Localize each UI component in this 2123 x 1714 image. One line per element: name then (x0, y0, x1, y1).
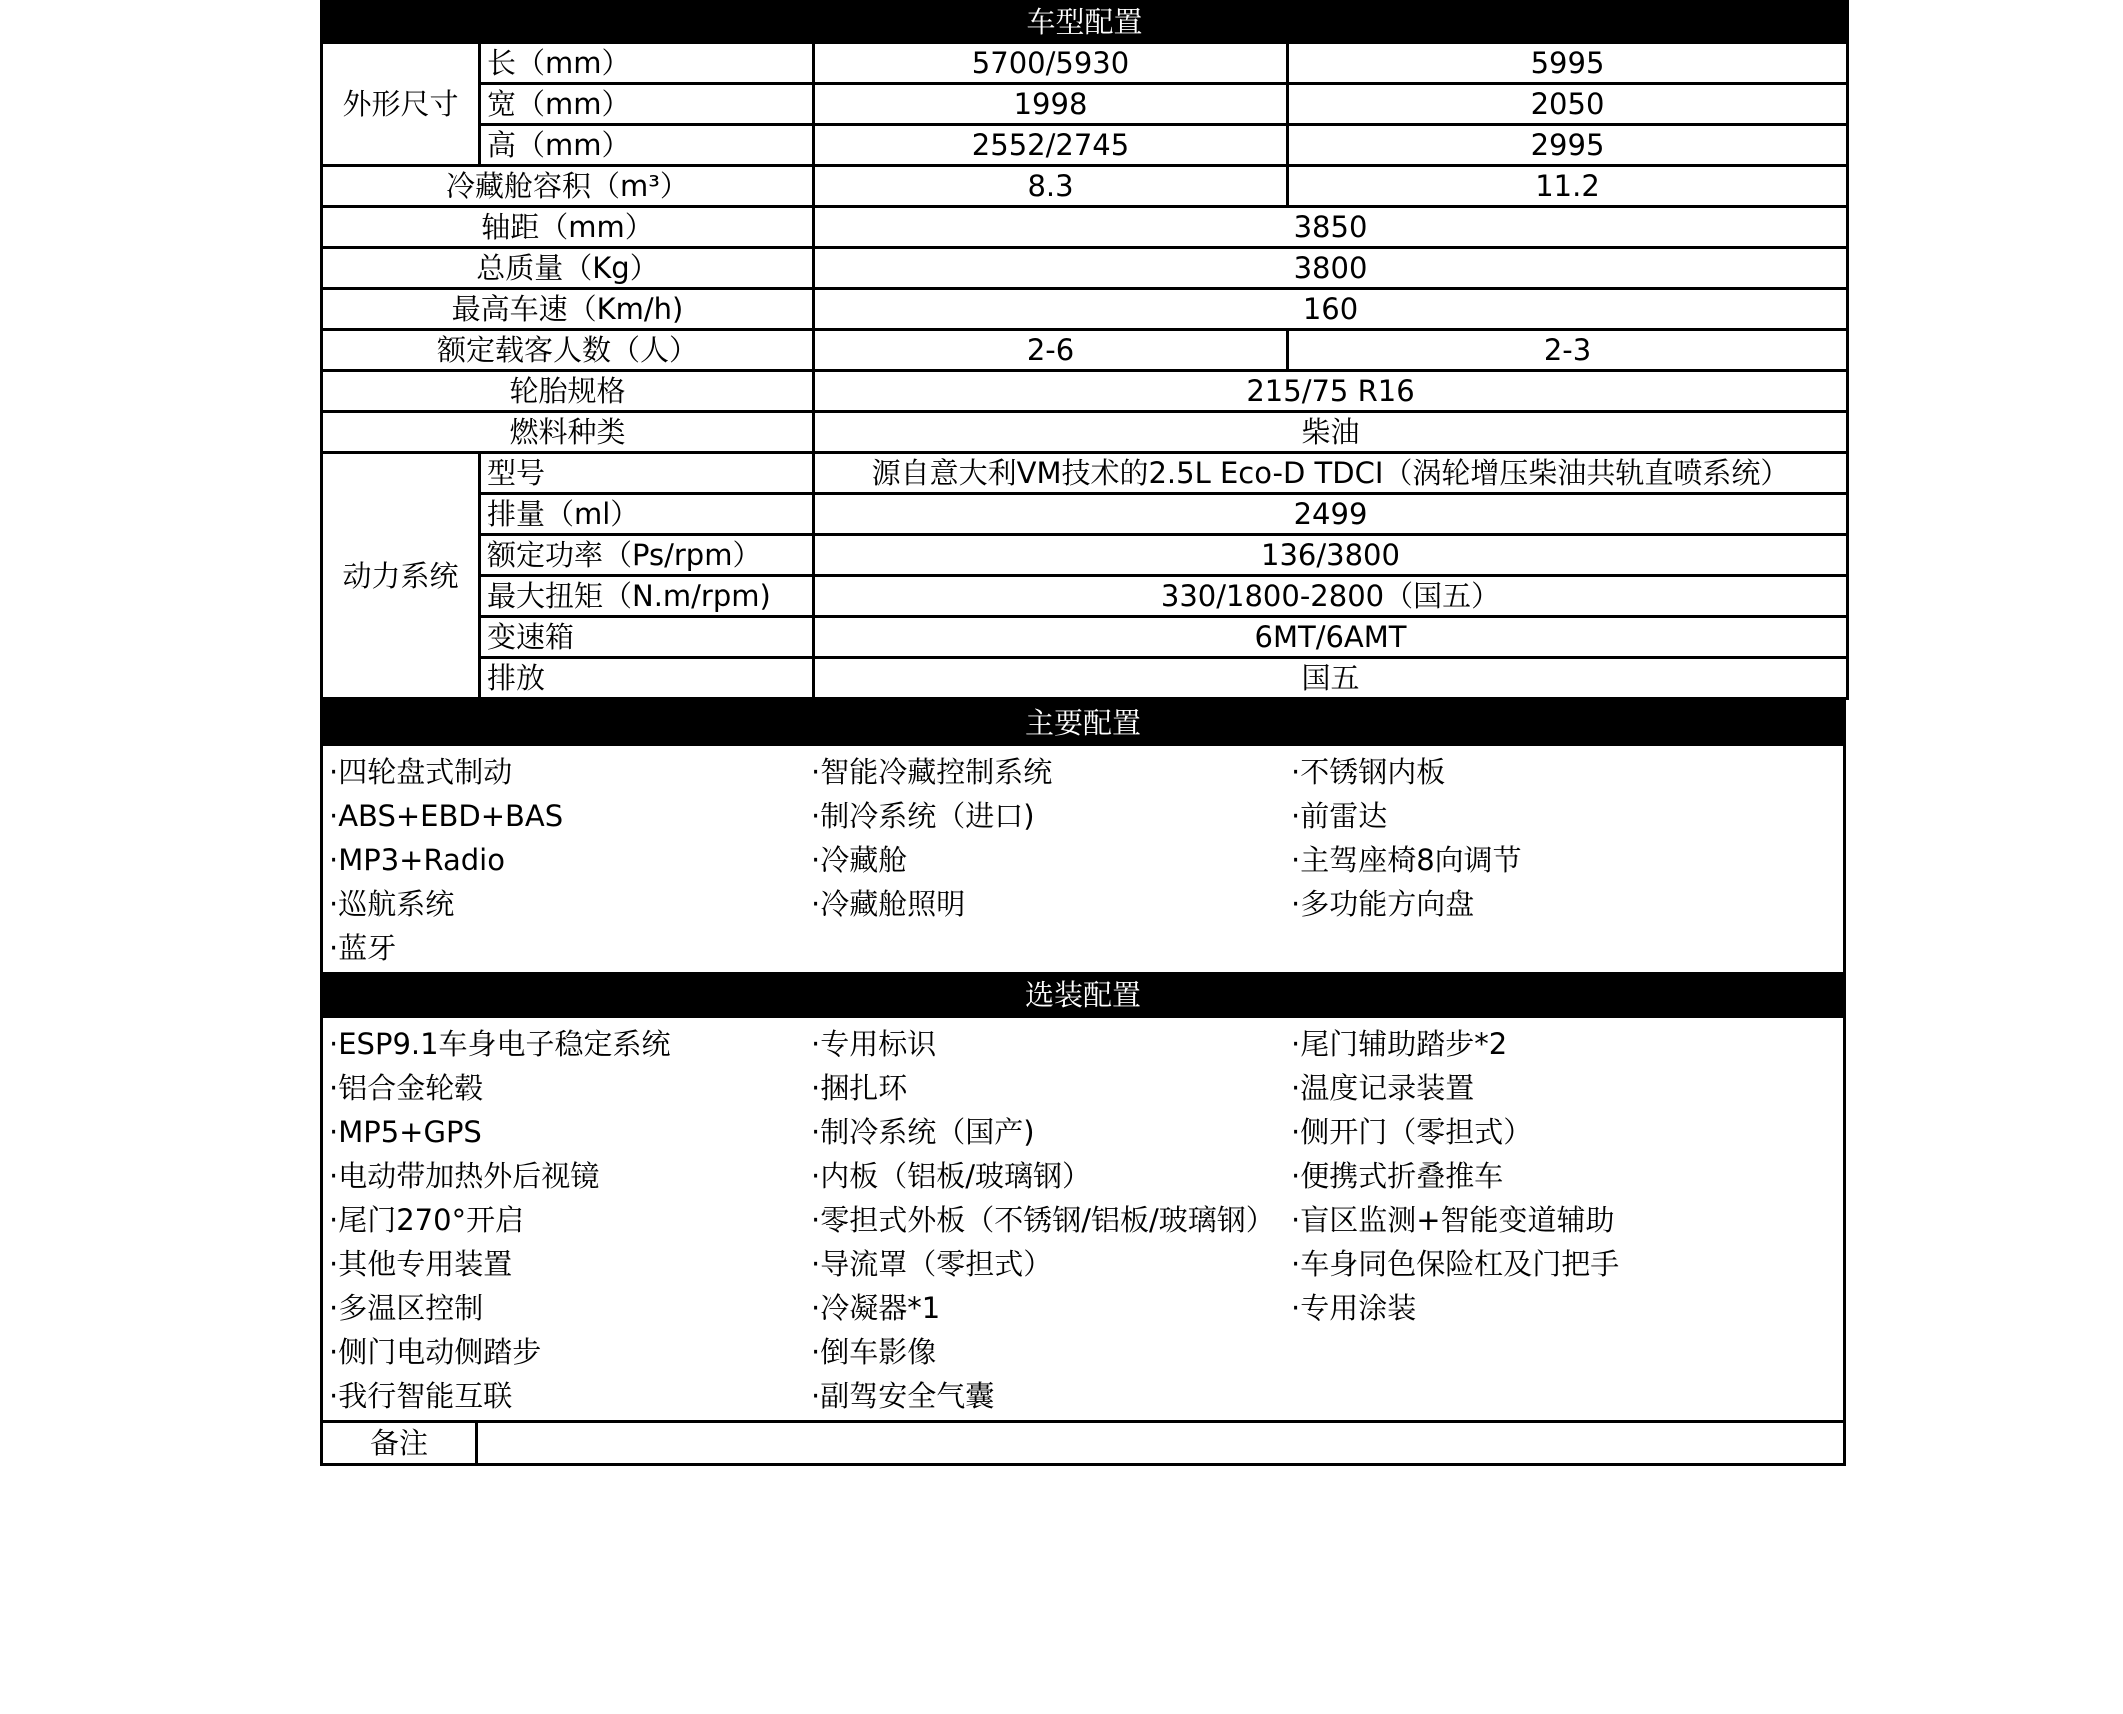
list-item: ·主驾座椅8向调节 (1291, 843, 1522, 877)
spec-label: 长（mm） (480, 43, 814, 84)
list-item: ·MP5+GPS (329, 1115, 482, 1149)
list-item: ·不锈钢内板 (1291, 755, 1446, 789)
spec-label: 轮胎规格 (322, 371, 814, 412)
list-item (1291, 926, 1843, 970)
dims-row-width (322, 84, 1848, 125)
spec-value: 330/1800-2800（国五） (814, 576, 1848, 617)
spec-label: 变速箱 (480, 617, 814, 658)
passengers-row (322, 330, 1848, 371)
spec-value: 2499 (814, 494, 1848, 535)
spec-value-a: 2552/2745 (814, 125, 1288, 166)
list-item: ·车身同色保险杠及门把手 (1291, 1247, 1620, 1281)
list-row (323, 1242, 1843, 1286)
power-row-emission (322, 658, 1848, 699)
power-group-label: 动力系统 (322, 453, 480, 699)
list-item: ·我行智能互联 (329, 1379, 513, 1413)
list-item: ·前雷达 (1291, 799, 1388, 833)
dims-row-length (322, 43, 1848, 84)
power-row-displacement (322, 494, 1848, 535)
spec-value-a: 2-6 (814, 330, 1288, 371)
spec-value: 国五 (814, 658, 1848, 699)
list-row (323, 1110, 1843, 1154)
tire-row (322, 371, 1848, 412)
list-item: ·侧门电动侧踏步 (329, 1335, 542, 1369)
top-speed-row (322, 289, 1848, 330)
list-item (1291, 1374, 1843, 1418)
list-item: ·副驾安全气囊 (811, 1379, 995, 1413)
spec-value-a: 1998 (814, 84, 1288, 125)
list-item: ·便携式折叠推车 (1291, 1159, 1504, 1193)
spec-label: 轴距（mm） (322, 207, 814, 248)
spec-value-b: 5995 (1288, 43, 1848, 84)
list-item: ·冷藏舱照明 (811, 887, 966, 921)
notes-label: 备注 (323, 1423, 478, 1463)
list-item: ·侧开门（零担式） (1291, 1115, 1533, 1149)
list-row (323, 1198, 1843, 1242)
list-item: ·MP3+Radio (329, 843, 505, 877)
spec-label: 高（mm） (480, 125, 814, 166)
list-item: ·零担式外板（不锈钢/铝板/玻璃钢） (811, 1203, 1275, 1237)
list-row (323, 750, 1843, 794)
list-item (1291, 1330, 1843, 1374)
spec-label: 型号 (480, 453, 814, 494)
spec-value: 215/75 R16 (814, 371, 1848, 412)
list-item: ·智能冷藏控制系统 (811, 755, 1053, 789)
spec-value: 源自意大利VM技术的2.5L Eco-D TDCI（涡轮增压柴油共轨直喷系统） (814, 453, 1848, 494)
list-row (323, 1374, 1843, 1418)
list-row (323, 1022, 1843, 1066)
power-row-torque (322, 576, 1848, 617)
wheelbase-row (322, 207, 1848, 248)
spec-label: 最大扭矩（N.m/rpm) (480, 576, 814, 617)
spec-label: 宽（mm） (480, 84, 814, 125)
list-item: ·制冷系统（进口) (811, 799, 1035, 833)
list-item: ·专用标识 (811, 1027, 937, 1061)
list-item: ·温度记录装置 (1291, 1071, 1475, 1105)
spec-value-a: 8.3 (814, 166, 1288, 207)
list-row (323, 1066, 1843, 1110)
spec-value-a: 5700/5930 (814, 43, 1288, 84)
power-row-rated-power (322, 535, 1848, 576)
section-title-model-config: 车型配置 (322, 2, 1848, 43)
gross-mass-row (322, 248, 1848, 289)
list-item: ·倒车影像 (811, 1335, 937, 1369)
list-item: ·巡航系统 (329, 887, 455, 921)
spec-value-b: 2995 (1288, 125, 1848, 166)
dims-row-height (322, 125, 1848, 166)
fuel-row (322, 412, 1848, 453)
model-config-table (320, 0, 1849, 700)
list-item: ·四轮盘式制动 (329, 755, 513, 789)
list-row (323, 882, 1843, 926)
optional-config-list (320, 1018, 1846, 1420)
list-item: ·专用涂装 (1291, 1291, 1417, 1325)
list-item (811, 926, 1291, 970)
list-item: ·ABS+EBD+BAS (329, 799, 564, 833)
list-item: ·导流罩（零担式） (811, 1247, 1053, 1281)
spec-label: 最高车速（Km/h) (322, 289, 814, 330)
cold-volume-row (322, 166, 1848, 207)
list-item: ·捆扎环 (811, 1071, 908, 1105)
spec-label: 燃料种类 (322, 412, 814, 453)
section-title-optional-config: 选装配置 (320, 972, 1846, 1018)
list-item: ·尾门270°开启 (329, 1203, 525, 1237)
dims-group-label: 外形尺寸 (322, 43, 480, 166)
power-row-gearbox (322, 617, 1848, 658)
power-row-model (322, 453, 1848, 494)
spec-label: 总质量（Kg） (322, 248, 814, 289)
list-item: ·ESP9.1车身电子稳定系统 (329, 1027, 671, 1061)
list-item: ·多温区控制 (329, 1291, 484, 1325)
list-row (323, 794, 1843, 838)
spec-value-b: 2-3 (1288, 330, 1848, 371)
spec-value: 3800 (814, 248, 1848, 289)
spec-label: 排放 (480, 658, 814, 699)
spec-label: 额定载客人数（人） (322, 330, 814, 371)
list-item: ·制冷系统（国产) (811, 1115, 1035, 1149)
list-item: ·尾门辅助踏步*2 (1291, 1027, 1508, 1061)
list-item: ·冷藏舱 (811, 843, 908, 877)
list-item: ·冷凝器*1 (811, 1291, 941, 1325)
spec-label: 额定功率（Ps/rpm） (480, 535, 814, 576)
spec-value: 3850 (814, 207, 1848, 248)
list-item: ·蓝牙 (329, 931, 397, 965)
list-row (323, 1286, 1843, 1330)
list-item: ·其他专用装置 (329, 1247, 513, 1281)
main-config-list (320, 746, 1846, 972)
notes-row (320, 1420, 1846, 1466)
list-row (323, 838, 1843, 882)
spec-value: 136/3800 (814, 535, 1848, 576)
spec-label: 排量（ml） (480, 494, 814, 535)
spec-sheet (320, 0, 1846, 1466)
spec-value: 160 (814, 289, 1848, 330)
list-item: ·电动带加热外后视镜 (329, 1159, 600, 1193)
spec-value: 6MT/6AMT (814, 617, 1848, 658)
list-item: ·盲区监测+智能变道辅助 (1291, 1203, 1615, 1237)
list-item: ·多功能方向盘 (1291, 887, 1475, 921)
spec-value-b: 2050 (1288, 84, 1848, 125)
list-item: ·内板（铝板/玻璃钢） (811, 1159, 1091, 1193)
section-title-main-config: 主要配置 (320, 700, 1846, 746)
list-row (323, 1330, 1843, 1374)
list-row (323, 926, 1843, 970)
spec-label: 冷藏舱容积（m³） (322, 166, 814, 207)
spec-value-b: 11.2 (1288, 166, 1848, 207)
list-item: ·铝合金轮毂 (329, 1071, 484, 1105)
spec-value: 柴油 (814, 412, 1848, 453)
list-row (323, 1154, 1843, 1198)
